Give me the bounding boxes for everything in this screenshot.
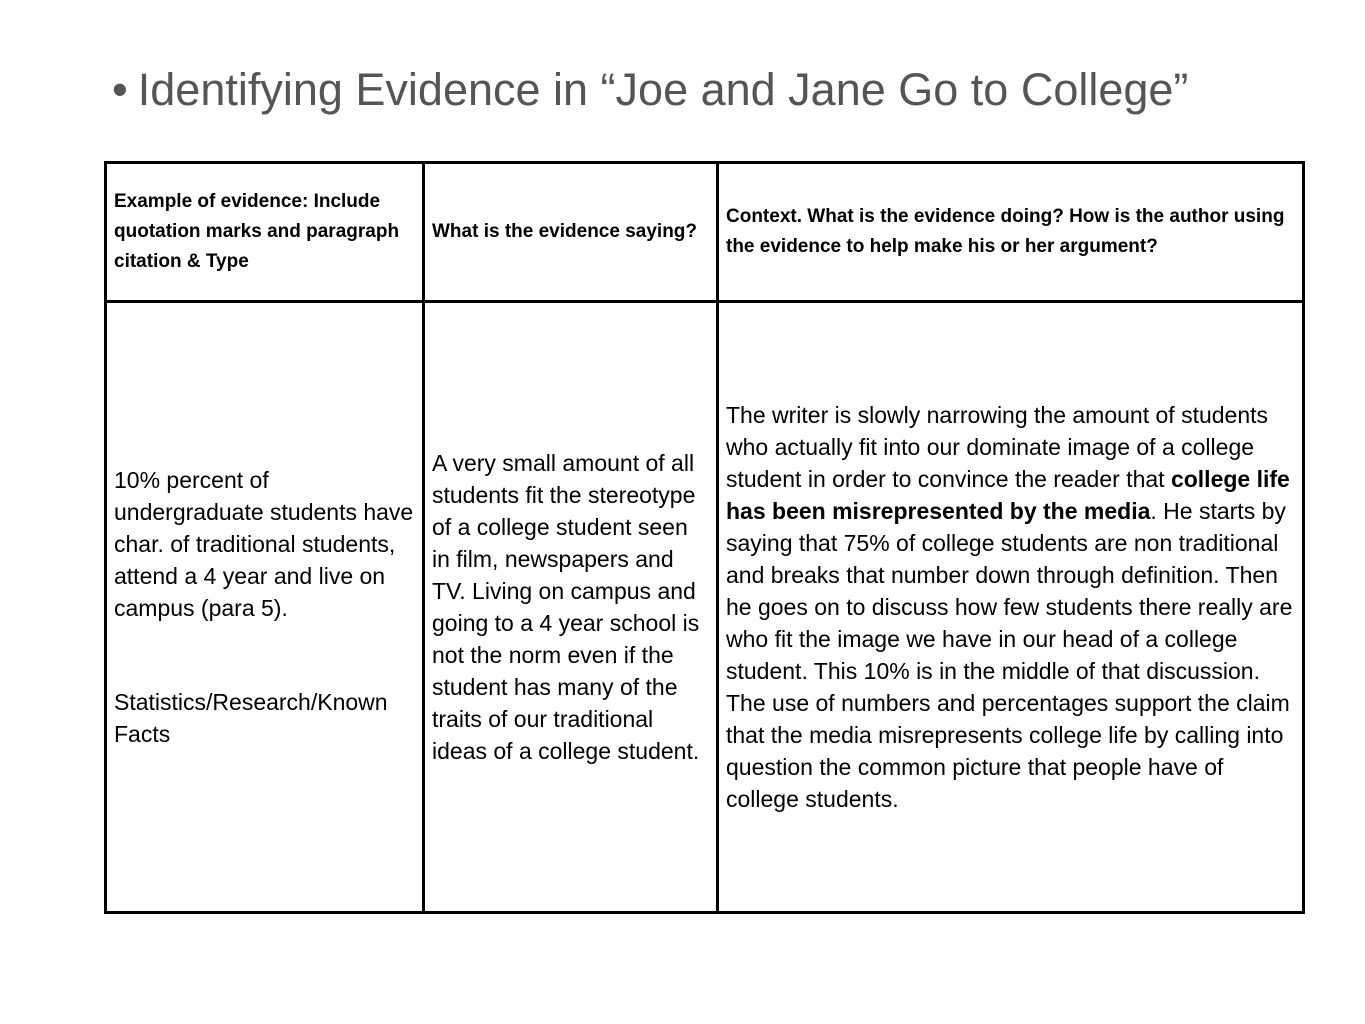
table-header-row: [106, 163, 1304, 302]
context-text-part2: . He starts by saying that 75% of college students are non traditional and breaks that number down through definition. Then he goes on to discuss how few students there really are who fit the image we have in our head of a college student. This 10% is in the middle of that discussion. The use of numbers and percentages support the claim that the media misrepresents college life by calling into question the common picture that people have of college students.: [726, 498, 1293, 812]
context-text: [726, 399, 1297, 815]
title-text: Identifying Evidence in “Joe and Jane Go to College”: [137, 64, 1189, 115]
table-row: [106, 302, 1304, 913]
context-text-part1: The writer is slowly narrowing the amount of students who actually fit into our dominate image of a college student in order to convince the reader that: [726, 402, 1269, 492]
context-cell: [718, 302, 1304, 913]
saying-text: A very small amount of all students fit the stereotype of a college student seen in film, newspapers and TV. Living on campus and going to a 4 year school is not the norm even if the student has many of the traits of our traditional ideas of a college student.: [432, 450, 700, 764]
evidence-type: Statistics/Research/Known Facts: [114, 689, 388, 747]
saying-cell: [424, 302, 718, 913]
header-evidence-context: Context. What is the evidence doing? How is the author using the evidence to help make his or her argument?: [718, 163, 1304, 302]
slide-title: [112, 62, 1188, 118]
header-evidence-example: Example of evidence: Include quotation marks and paragraph citation & Type: [106, 163, 424, 302]
context-bold-claim: college life has been misrepresented by the media: [726, 466, 1290, 524]
title-bullet: •: [112, 64, 128, 115]
header-evidence-saying: What is the evidence saying?: [424, 163, 718, 302]
evidence-text: 10% percent of undergraduate students have char. of traditional students, attend a 4 year and live on campus (para 5).: [114, 467, 414, 621]
evidence-cell: [106, 302, 424, 913]
evidence-table: [104, 161, 1305, 914]
